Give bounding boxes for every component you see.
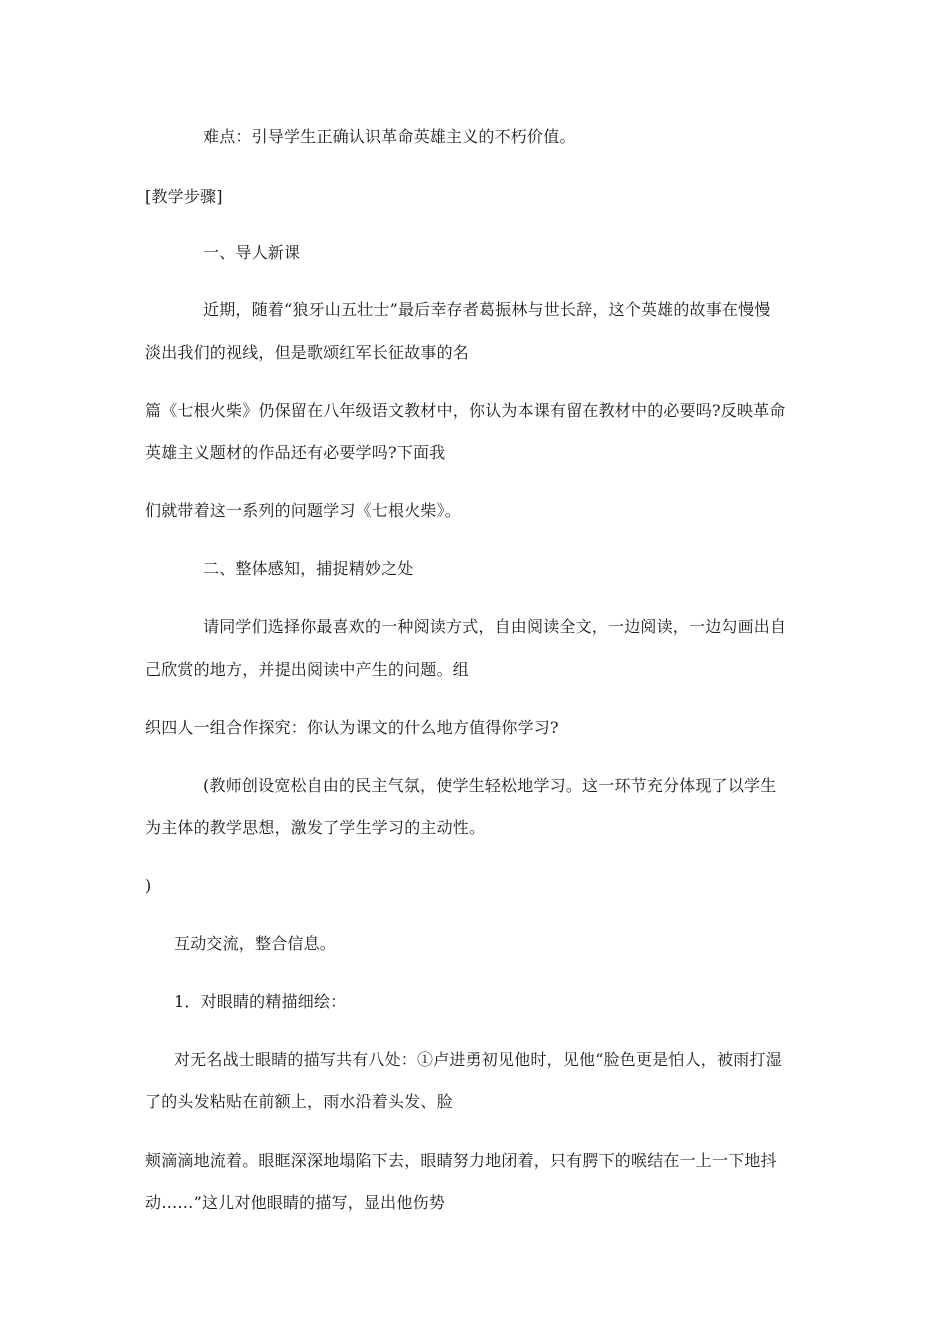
paragraph-line: 了的头发粘贴在前额上，雨水沿着头发、脸 bbox=[145, 1092, 453, 1111]
paragraph-line: 请同学们选择你最喜欢的一种阅读方式，自由阅读全文，一边阅读，一边勾画出自 bbox=[203, 617, 787, 636]
paragraph-line: 颊滴滴地流着。眼眶深深地塌陷下去，眼睛努力地闭着，只有腭下的喉结在一上一下地抖 bbox=[145, 1151, 777, 1170]
paragraph-line: 为主体的教学思想，激发了学生学习的主动性。 bbox=[145, 818, 486, 837]
paragraph-line: 织四人一组合作探究：你认为课文的什么地方值得你学习? bbox=[145, 718, 559, 737]
paragraph-line: ) bbox=[145, 876, 152, 895]
numbered-item-heading: 1．对眼睛的精描细绘： bbox=[174, 992, 347, 1011]
paragraph-line: (教师创设宽松自由的民主气氛，使学生轻松地学习。这一环节充分体现了以学生 bbox=[203, 776, 777, 795]
paragraph-line: 己欣赏的地方，并提出阅读中产生的问题。组 bbox=[145, 660, 470, 679]
paragraph-line: 近期，随着“狼牙山五壮士”最后幸存者葛振林与世长辞，这个英雄的故事在慢慢 bbox=[203, 300, 771, 319]
paragraph-line: 英雄主义题材的作品还有必要学吗?下面我 bbox=[145, 443, 446, 462]
paragraph-line: 淡出我们的视线，但是歌颂红军长征故事的名 bbox=[145, 343, 470, 362]
paragraph-line: 篇《七根火柴》仍保留在八年级语文教材中，你认为本课有留在教材中的必要吗?反映革命 bbox=[145, 401, 786, 420]
paragraph-line: 对无名战士眼睛的描写共有八处：①卢进勇初见他时，见他“脸色更是怕人，被雨打湿 bbox=[174, 1050, 782, 1069]
difficulty-line: 难点：引导学生正确认识革命英雄主义的不朽价值。 bbox=[203, 127, 576, 146]
subheading-interaction: 互动交流，整合信息。 bbox=[174, 934, 337, 953]
step-one-heading: 一、导人新课 bbox=[203, 243, 301, 262]
paragraph-line: 动……”这儿对他眼睛的描写，显出他伤势 bbox=[145, 1193, 445, 1212]
step-two-heading: 二、整体感知，捕捉精妙之处 bbox=[203, 559, 414, 578]
section-heading-teaching-steps: [教学步骤] bbox=[145, 187, 223, 206]
paragraph-line: 们就带着这一系列的问题学习《七根火柴》。 bbox=[145, 501, 462, 520]
